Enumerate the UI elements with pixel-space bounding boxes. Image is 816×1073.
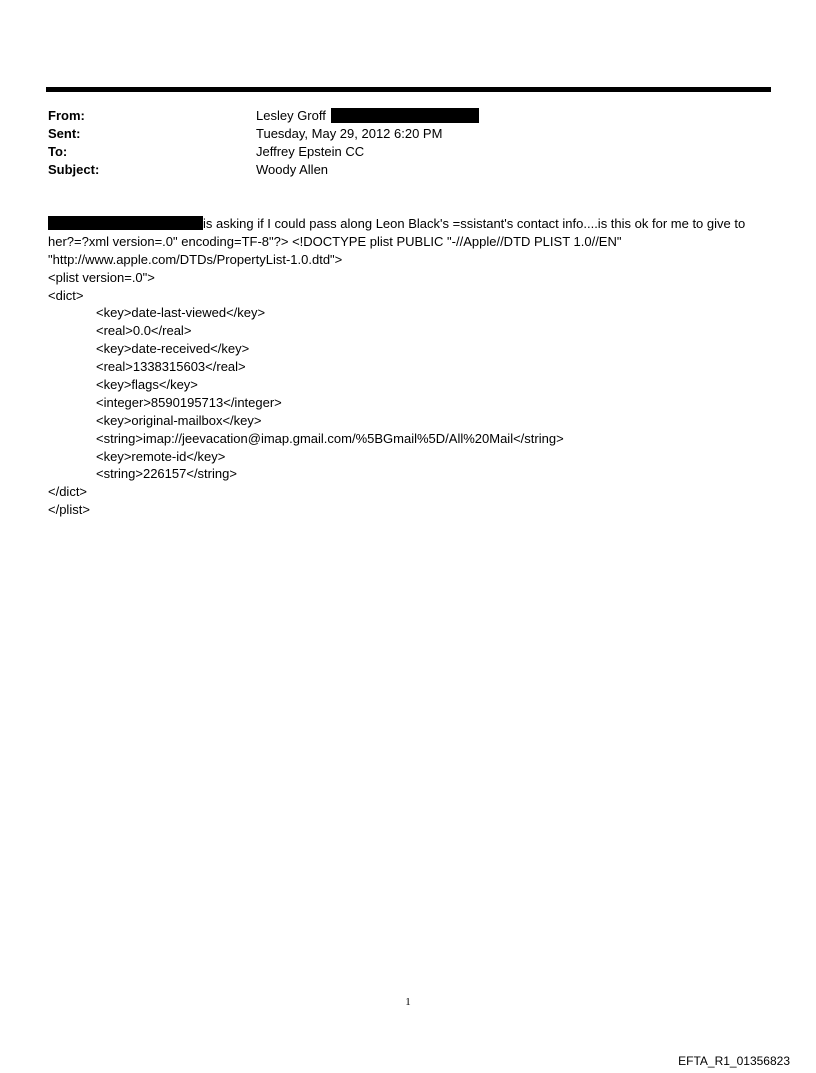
body-line: <key>flags</key>: [96, 377, 198, 393]
redaction-box: [331, 108, 479, 123]
body-line: </plist>: [48, 502, 90, 518]
from-label: From:: [48, 108, 85, 123]
email-header: [48, 107, 748, 179]
subject-label: Subject:: [48, 162, 100, 177]
body-line: <integer>8590195713</integer>: [96, 394, 282, 410]
body-line: <string>226157</string>: [96, 466, 237, 482]
body-line: <real>0.0</real>: [96, 323, 192, 339]
document-id: EFTA_R1_01356823: [678, 1054, 790, 1068]
to-row: [48, 143, 748, 161]
body-line: <key>date-last-viewed</key>: [96, 305, 266, 321]
body-line: <real>1338315603</real>: [96, 359, 246, 375]
body-line: <dict>: [48, 287, 84, 303]
body-line: <key>remote-id</key>: [96, 448, 226, 464]
from-row: [48, 107, 748, 125]
sent-row: [48, 125, 748, 143]
body-line: </dict>: [48, 484, 88, 500]
page-number: 1: [405, 996, 411, 1008]
redaction-box: [48, 216, 203, 230]
body-line: <key>original-mailbox</key>: [96, 412, 262, 428]
body-line: <string>imap://jeevacation@imap.gmail.com/%5BGmail%5D/All%20Mail</string>: [96, 430, 564, 446]
subject-row: [48, 161, 748, 179]
subject-value: Woody Allen: [256, 162, 329, 177]
to-value: Jeffrey Epstein CC: [256, 144, 365, 159]
from-value: [256, 107, 479, 125]
body-text: is asking if I could pass along Leon Black's =ssistant's contact info....is this ok for me to give to: [203, 216, 746, 231]
sent-value: Tuesday, May 29, 2012 6:20 PM: [256, 126, 443, 141]
body-line: [48, 215, 778, 233]
body-line: "http://www.apple.com/DTDs/PropertyList-1.0.dtd">: [48, 251, 343, 267]
body-line: <key>date-received</key>: [96, 341, 250, 357]
header-divider: [46, 87, 771, 92]
body-line: her?=?xml version=.0" encoding=TF-8"?> <!DOCTYPE plist PUBLIC "-//Apple//DTD PLIST 1.0//EN": [48, 233, 622, 249]
to-label: To:: [48, 144, 68, 159]
from-name: Lesley Groff: [256, 108, 326, 123]
body-line: <plist version=.0">: [48, 269, 155, 285]
email-body: [48, 215, 778, 519]
sent-label: Sent:: [48, 126, 81, 141]
